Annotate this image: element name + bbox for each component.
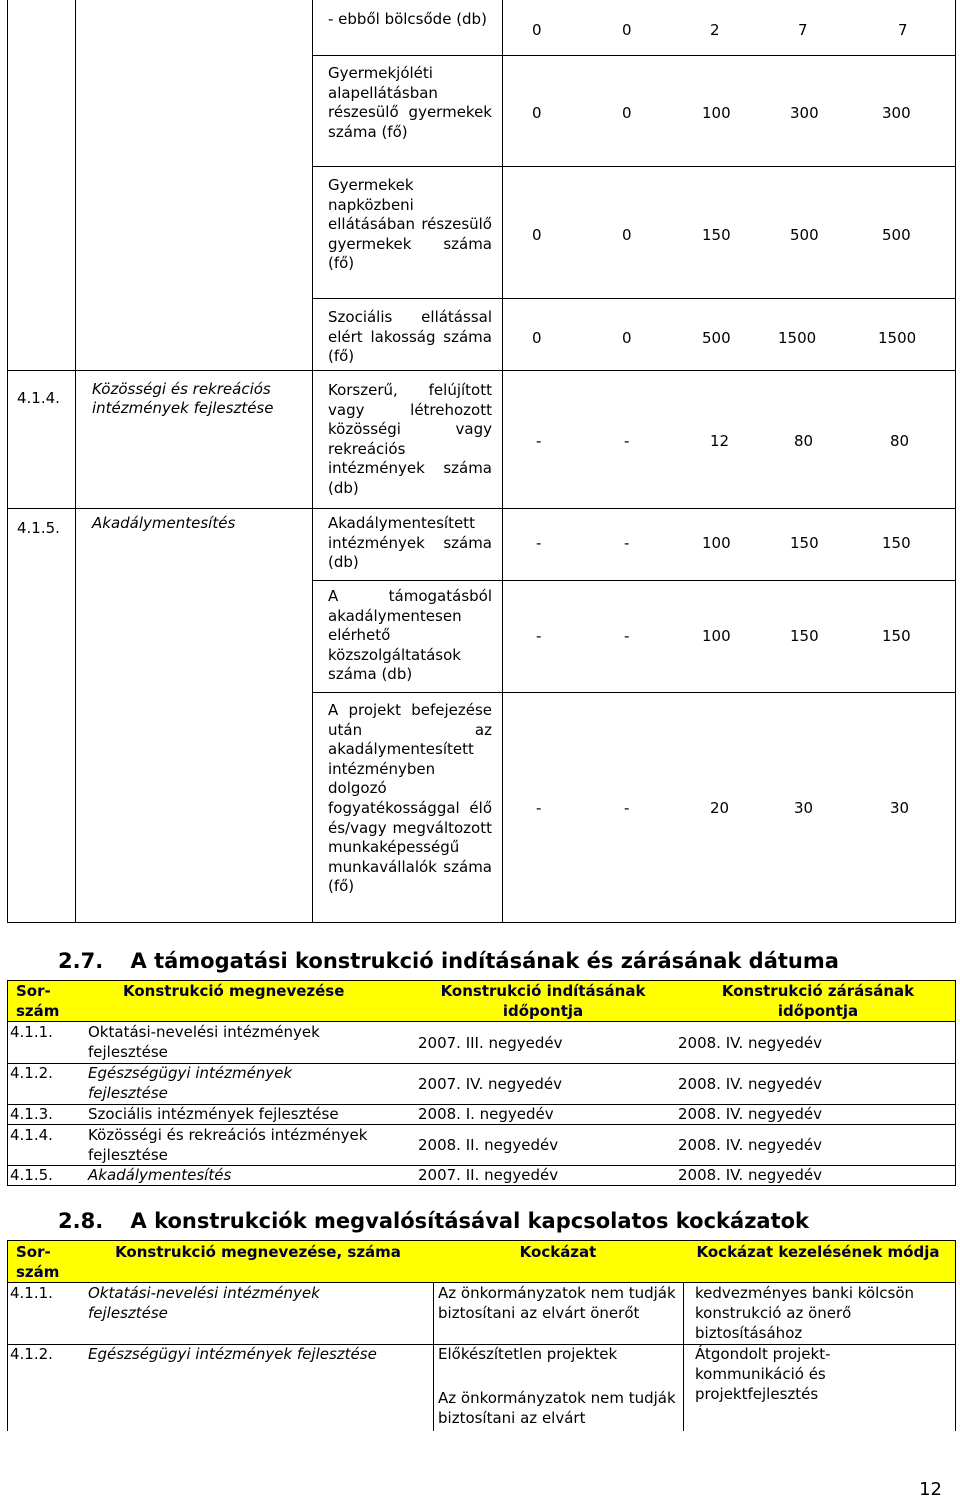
start-date: 2008. II. negyedév (418, 1136, 559, 1154)
end-date: 2008. IV. negyedév (678, 1166, 822, 1184)
page-number: 12 (919, 1479, 942, 1500)
dates-table (7, 980, 956, 1186)
row-number: 4.1.1. (10, 1284, 53, 1302)
construction-name: Egészségügyi intézmények fejlesztése (88, 1064, 293, 1102)
indicator-text: Gyermekek napközbeni ellátásában részesülő gyermekek száma (fő) (328, 176, 492, 273)
header-end: Konstrukció zárásának időpontja (721, 982, 915, 1020)
header-start: Konstrukció indításának időpontja (440, 982, 646, 1020)
indicator-text: Korszerű, felújított vagy létrehozott közösségi vagy rekreációs intézmények száma (db) (328, 381, 492, 497)
construction-name: Akadálymentesítés (92, 514, 236, 532)
value-row: - - 100 150 150 (536, 534, 911, 552)
end-date: 2008. IV. negyedév (678, 1034, 822, 1052)
row-number: 4.1.4. (10, 1126, 53, 1144)
row-number: 4.1.2. (10, 1345, 53, 1363)
indicator-text: A projekt befejezése után az akadálymentesített intézményben dolgozó fogyatékossággal élő és/vagy megváltozott munkaképességű munkavállalók száma (fő) (328, 701, 492, 896)
header-handling: Kockázat kezelésének módja (696, 1243, 940, 1261)
header-name: Konstrukció megnevezése (123, 982, 345, 1000)
risk-text: Előkészítetlen projektek (438, 1345, 618, 1363)
construction-name: Akadálymentesítés (88, 1166, 232, 1184)
row-number: 4.1.2. (10, 1064, 53, 1082)
value-row: - - 12 80 80 (536, 432, 910, 450)
header-sorszam: Sor-szám (16, 982, 60, 1020)
end-date: 2008. IV. negyedév (678, 1136, 822, 1154)
construction-name: Szociális intézmények fejlesztése (88, 1105, 339, 1123)
section-2-7-heading: 2.7. A támogatási konstrukció indításának és zárásának dátuma (58, 949, 839, 973)
construction-name: Közösségi és rekreációs intézmények fejlesztése (88, 1126, 368, 1164)
value-row: 0 0 2 7 7 (532, 21, 908, 39)
construction-name: Oktatási-nevelési intézmények fejlesztése (88, 1284, 320, 1322)
risk-text: Az önkormányzatok nem tudják biztosítani az elvárt önerőt (438, 1284, 676, 1322)
row-number: 4.1.1. (10, 1023, 53, 1041)
section-2-8-heading: 2.8. A konstrukciók megvalósításával kapcsolatos kockázatok (58, 1209, 810, 1233)
value-row: - - 100 150 150 (536, 627, 911, 645)
handling-text: kedvezményes banki kölcsön konstrukció az önerő biztosításához (695, 1284, 915, 1342)
row-number: 4.1.5. (10, 1166, 53, 1184)
start-date: 2007. II. negyedév (418, 1166, 559, 1184)
indicator-text: - ebből bölcsőde (db) (328, 10, 487, 28)
value-row: 0 0 150 500 500 (532, 226, 911, 244)
start-date: 2008. I. negyedév (418, 1105, 554, 1123)
start-date: 2007. IV. negyedév (418, 1075, 562, 1093)
row-number: 4.1.5. (17, 519, 60, 537)
header-name: Konstrukció megnevezése, száma (115, 1243, 401, 1261)
construction-name: Oktatási-nevelési intézmények fejlesztése (88, 1023, 320, 1061)
value-row: - - 20 30 30 (536, 799, 910, 817)
end-date: 2008. IV. negyedév (678, 1105, 822, 1123)
construction-name: Egészségügyi intézmények fejlesztése (88, 1345, 377, 1363)
row-number: 4.1.3. (10, 1105, 53, 1123)
risks-table (7, 1240, 956, 1431)
indicator-text: Szociális ellátással elért lakosság száma (fő) (328, 308, 492, 366)
value-row: 0 0 500 1500 1500 (532, 329, 917, 347)
header-sorszam: Sor-szám (16, 1243, 60, 1281)
start-date: 2007. III. negyedév (418, 1034, 563, 1052)
construction-name: Közösségi és rekreációs intézmények fejlesztése (92, 380, 274, 417)
handling-text: Átgondolt projekt-kommunikáció és projektfejlesztés (695, 1345, 831, 1403)
row-number: 4.1.4. (17, 389, 60, 407)
header-risk: Kockázat (519, 1243, 597, 1261)
risk-text: Az önkormányzatok nem tudják biztosítani az elvárt (438, 1389, 676, 1427)
indicator-table (7, 0, 956, 923)
indicator-text: A támogatásból akadálymentesen elérhető közszolgáltatások száma (db) (328, 587, 492, 684)
indicator-text: Akadálymentesített intézmények száma (db) (328, 514, 492, 572)
indicator-text: Gyermekjóléti alapellátásban részesülő gyermekek száma (fő) (328, 64, 492, 141)
end-date: 2008. IV. negyedév (678, 1075, 822, 1093)
value-row: 0 0 100 300 300 (532, 104, 911, 122)
